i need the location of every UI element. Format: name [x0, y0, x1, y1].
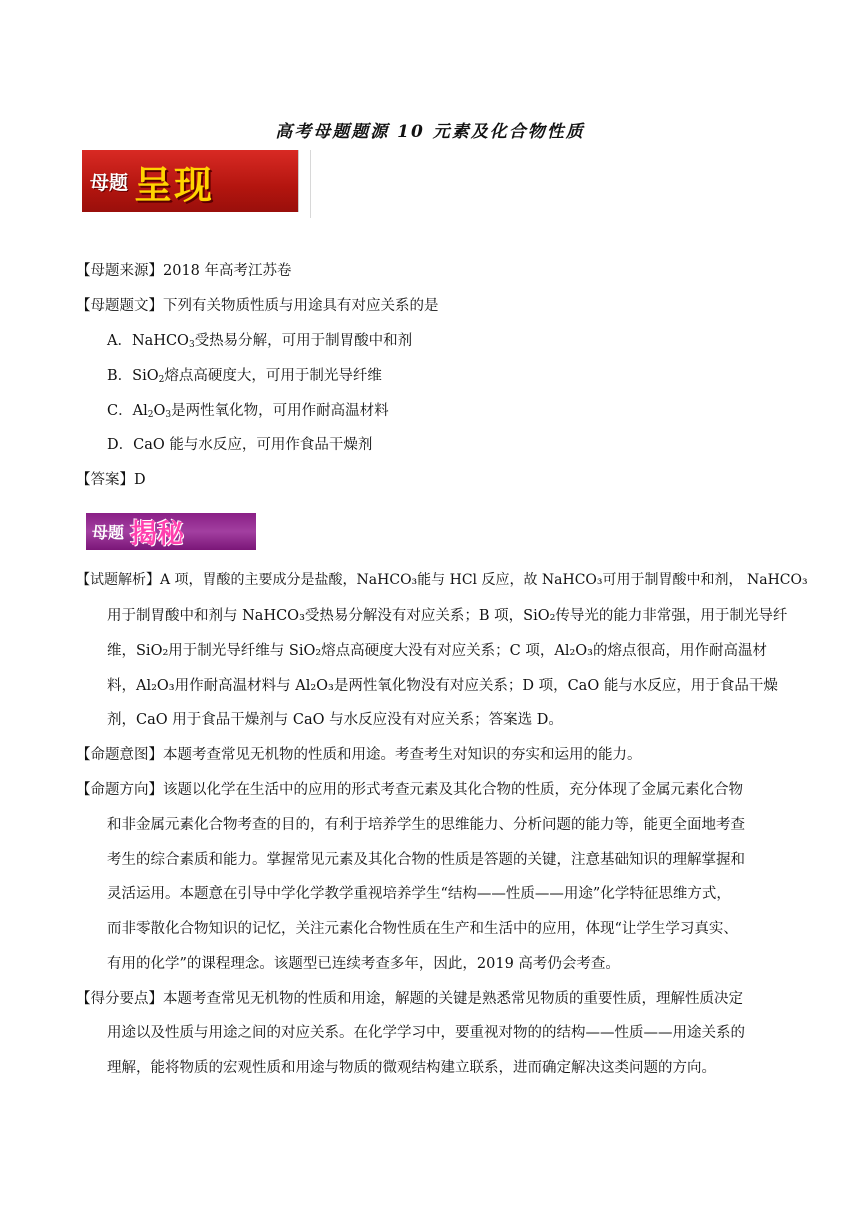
answer-text: D — [134, 472, 146, 488]
option-formula: CaO — [133, 437, 165, 453]
analysis-line-2: 用于制胃酸中和剂与 NaHCO₃受热易分解没有对应关系；B 项，SiO₂传导光的能力非常强，用于制光导纤 — [107, 608, 788, 624]
direction-line-1 — [76, 778, 743, 799]
direction-line-3: 考生的综合素质和能力。掌握常见元素及其化合物的性质是答题的关键，注意基础知识的理解掌握和 — [107, 852, 745, 868]
option-formula: Al — [132, 403, 148, 419]
page-title: 高考母题题源 10 元素及化合物性质 — [275, 122, 585, 142]
analysis-label: 【试题解析】 — [76, 572, 160, 588]
option-subscript: 2 — [158, 375, 165, 385]
question-text: 下列有关物质性质与用途具有对应关系的是 — [163, 298, 439, 314]
direction-line-6: 有用的化学”的课程理念。该题型已连续考查多年，因此，2019 高考仍会考查。 — [107, 956, 620, 972]
keypoints-line-2: 用途以及性质与用途之间的对应关系。在化学学习中，要重视对物的的结构——性质——用途关系的 — [107, 1025, 745, 1041]
option-a — [107, 329, 412, 350]
option-formula: SiO — [132, 368, 159, 384]
option-formula: NaHCO — [131, 333, 189, 349]
source-label: 【母题来源】 — [76, 263, 163, 279]
banner-reveal-small: 母题 — [92, 523, 125, 542]
option-text: 是两性氧化物，可用作耐高温材料 — [171, 403, 389, 419]
keypoints-line-3: 理解，能将物质的宏观性质和用途与物质的微观结构建立联系，进而确定解决这类问题的方向。 — [107, 1060, 716, 1076]
banner-present — [82, 150, 299, 212]
direction-text: 该题以化学在生活中的应用的形式考查元素及其化合物的性质，充分体现了金属元素化合物 — [163, 782, 743, 798]
intent-line — [76, 743, 642, 764]
keypoints-line-1 — [76, 987, 743, 1008]
option-formula: O — [153, 403, 166, 419]
source-line — [76, 259, 292, 280]
direction-line-2: 和非金属元素化合物考查的目的，有利于培养学生的思维能力、分析问题的能力等，能更全面地考查 — [107, 817, 745, 833]
source-text: 2018 年高考江苏卷 — [163, 263, 292, 279]
option-b — [107, 364, 382, 385]
option-subscript: 3 — [165, 410, 172, 420]
option-subscript: 3 — [188, 340, 195, 350]
option-text: 熔点高硬度大，可用于制光导纤维 — [164, 368, 382, 384]
analysis-text: A 项，胃酸的主要成分是盐酸，NaHCO₃能与 HCl 反应，故 NaHCO₃可用于制胃酸中和剂， NaHCO₃ — [160, 572, 808, 588]
keypoints-label: 【得分要点】 — [76, 991, 163, 1007]
option-letter: B． — [107, 368, 133, 384]
option-letter: C． — [107, 403, 133, 419]
option-d — [107, 433, 372, 454]
banner-reveal — [86, 513, 256, 550]
answer-label: 【答案】 — [76, 472, 134, 488]
analysis-line-3: 维，SiO₂用于制光导纤维与 SiO₂熔点高硬度大没有对应关系；C 项，Al₂O₃的熔点很高，用作耐高温材 — [107, 643, 767, 659]
option-letter: A． — [107, 333, 132, 349]
option-text: 能与水反应，可用作食品干燥剂 — [164, 437, 373, 453]
analysis-line-5: 剂，CaO 用于食品干燥剂与 CaO 与水反应没有对应关系；答案选 D。 — [107, 712, 563, 728]
option-c — [107, 399, 389, 420]
direction-line-4: 灵活运用。本题意在引导中学化学教学重视培养学生“结构——性质——用途”化学特征思维方式， — [107, 886, 731, 902]
direction-label: 【命题方向】 — [76, 782, 163, 798]
intent-text: 本题考查常见无机物的性质和用途。考查考生对知识的夯实和运用的能力。 — [163, 747, 642, 763]
direction-line-5: 而非零散化合物知识的记忆，关注元素化合物性质在生产和生活中的应用，体现“让学生学习真实、 — [107, 921, 738, 937]
analysis-line-4: 料，Al₂O₃用作耐高温材料与 Al₂O₃是两性氧化物没有对应关系；D 项，CaO 能与水反应，用于食品干燥 — [107, 678, 778, 694]
option-text: 受热易分解，可用于制胃酸中和剂 — [194, 333, 413, 349]
analysis-line-1 — [76, 569, 808, 589]
question-label: 【母题题文】 — [76, 298, 163, 314]
banner-present-big: 呈现 — [134, 162, 215, 207]
answer-line — [76, 468, 146, 489]
banner-present-small: 母题 — [90, 171, 129, 194]
option-subscript: 2 — [147, 410, 154, 420]
question-line — [76, 294, 439, 315]
option-letter: D． — [107, 437, 134, 453]
intent-label: 【命题意图】 — [76, 747, 163, 763]
keypoints-text: 本题考查常见无机物的性质和用途，解题的关键是熟悉常见物质的重要性质，理解性质决定 — [163, 991, 743, 1007]
banner-reveal-big: 揭秘 — [130, 519, 185, 550]
